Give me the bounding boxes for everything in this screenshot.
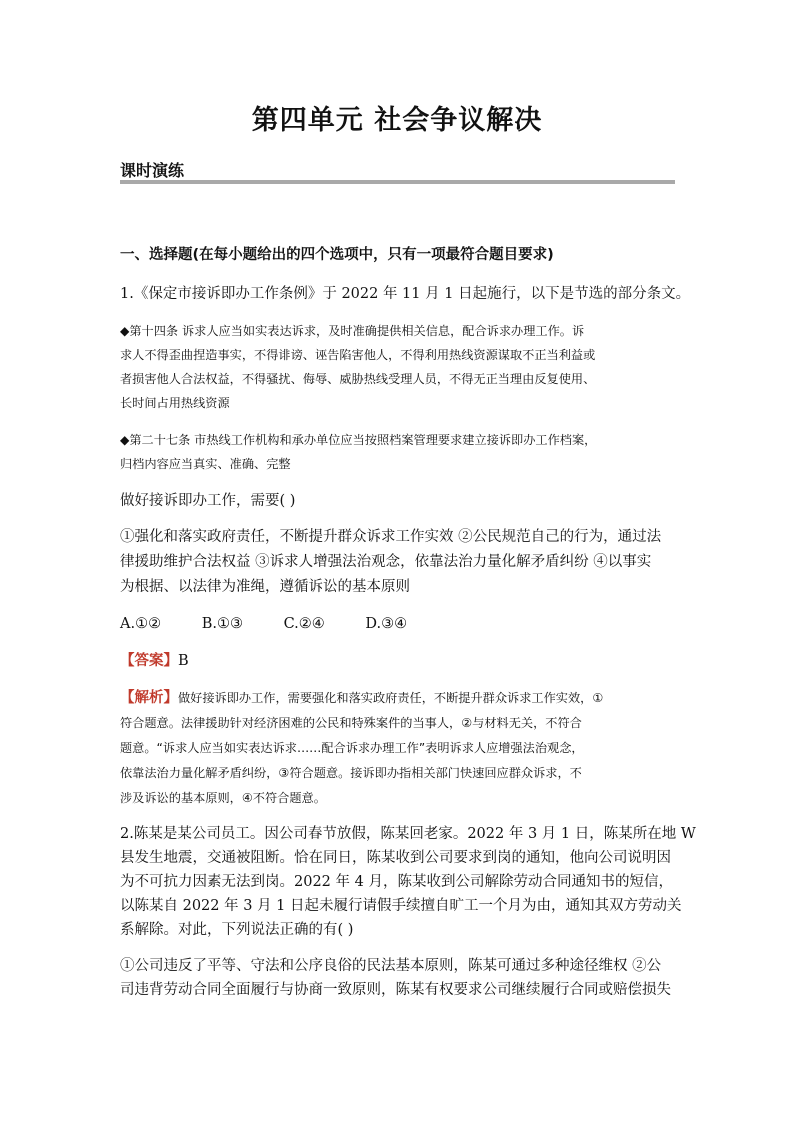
question-1-choices [120,613,680,635]
article-27-line: 归档内容应当真实、准确、完整 [120,457,291,471]
answer-label: 【答案】 [120,652,178,669]
section-divider [120,180,675,184]
choice-c[interactable]: C.②④ [283,616,325,632]
analysis-text: 做好接诉即办工作，需要强化和落实政府责任，不断提升群众诉求工作实效，① [178,691,604,705]
article-14-line: 求人不得歪曲捏造事实，不得诽谤、诬告陷害他人，不得利用热线资源谋取不正当利益或 [120,348,596,362]
question-2-stem-line: 县发生地震，交通被阻断。恰在同日，陈某收到公司要求到岗的通知，他向公司说明因 [120,850,671,866]
question-2-stem-line: 以陈某自 2022 年 3 月 1 日起未履行请假手续擅自旷工一个月为由，通知其双方劳动关 [120,898,682,914]
article-14-line: 长时间占用热线资源 [120,396,230,410]
analysis-line [120,687,680,709]
question-2-stem-line: 2.陈某是某公司员工。因公司春节放假，陈某回老家。2022 年 3 月 1 日，陈某所在地 W [120,826,696,842]
page-title: 第四单元 社会争议解决 [251,105,543,136]
question-1-option-line: ①强化和落实政府责任，不断提升群众诉求工作实效 ②公民规范自己的行为，通过法 [120,529,662,545]
question-2-option-line: ①公司违反了平等、守法和公序良俗的民法基本原则，陈某可通过多种途径维权 ②公 [120,958,662,974]
analysis-line: 依靠法治力量化解矛盾纠纷，③符合题意。接诉即办指相关部门快速回应群众诉求，不 [120,766,582,780]
analysis-label: 【解析】 [120,689,178,706]
analysis-line: 题意。“诉求人应当如实表达诉求……配合诉求办理工作”表明诉求人应增强法治观念， [120,741,584,755]
article-14-line: ◆第十四条 诉求人应当如实表达诉求，及时准确提供相关信息，配合诉求办理工作。诉 [120,324,585,338]
choice-a[interactable]: A.①② [120,616,162,632]
answer-row [120,650,680,672]
question-2-stem-line: 系解除。对此，下列说法正确的有( ) [120,922,354,938]
answer-value: B [178,653,189,669]
question-1-prompt: 做好接诉即办工作，需要( ) [120,493,296,509]
question-1-option-line: 为根据、以法律为准绳，遵循诉讼的基本原则 [120,579,410,595]
part-heading: 一、选择题(在每小题给出的四个选项中，只有一项最符合题目要求) [120,247,554,263]
analysis-line: 涉及诉讼的基本原则，④不符合题意。 [120,791,326,805]
section-label: 课时演练 [120,161,185,180]
question-1-option-line: 律援助维护合法权益 ③诉求人增强法治观念，依靠法治力量化解矛盾纠纷 ④以事实 [120,554,652,570]
analysis-line: 符合题意。法律援助针对经济困难的公民和特殊案件的当事人，②与材料无关，不符合 [120,716,582,730]
choice-b[interactable]: B.①③ [201,616,243,632]
question-2-option-line: 司违背劳动合同全面履行与协商一致原则，陈某有权要求公司继续履行合同或赔偿损失 [120,982,671,998]
article-27-line: ◆第二十七条 市热线工作机构和承办单位应当按照档案管理要求建立接诉即办工作档案， [120,433,597,447]
article-14-line: 者损害他人合法权益，不得骚扰、侮辱、威胁热线受理人员，不得无正当理由反复使用、 [120,372,596,386]
question-2-stem-line: 为不可抗力因素无法到岗。2022 年 4 月，陈某收到公司解除劳动合同通知书的短信， [120,874,673,890]
choice-d[interactable]: D.③④ [365,616,408,632]
question-1-stem: 1.《保定市接诉即办工作条例》于 2022 年 11 月 1 日起施行，以下是节选的部分条文。 [120,286,691,302]
